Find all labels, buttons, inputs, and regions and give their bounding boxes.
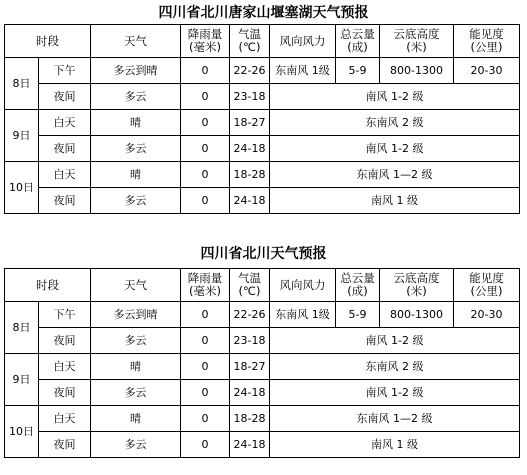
header-cloud-amount: 总云量 (成): [336, 25, 380, 58]
forecast-table-2: [4, 268, 520, 458]
day-cell: 10日: [5, 162, 39, 214]
wind-cell: 东南风 1级: [270, 302, 336, 328]
cloud-amount-cell: 5-9: [336, 302, 380, 328]
table-row: [5, 432, 520, 458]
table-row: [5, 84, 520, 110]
temp-cell: 22-26: [230, 302, 270, 328]
temp-cell: 18-28: [230, 162, 270, 188]
period-cell: 下午: [39, 302, 91, 328]
header-row: [5, 25, 520, 58]
weather-cell: 晴: [91, 162, 181, 188]
forecast-title-2: 四川省北川天气预报: [200, 246, 327, 262]
rain-cell: 0: [181, 406, 230, 432]
weather-cell: 多云: [91, 136, 181, 162]
table-row: [5, 406, 520, 432]
rain-cell: 0: [181, 432, 230, 458]
rain-cell: 0: [181, 84, 230, 110]
table-row: [5, 354, 520, 380]
table-row: [5, 110, 520, 136]
weather-cell: 多云: [91, 328, 181, 354]
wind-merged-cell: 东南风 2 级: [270, 354, 520, 380]
rain-cell: 0: [181, 110, 230, 136]
period-cell: 白天: [39, 162, 91, 188]
period-cell: 夜间: [39, 84, 91, 110]
header-period: 时段: [5, 269, 91, 302]
rain-cell: 0: [181, 162, 230, 188]
header-period: 时段: [5, 25, 91, 58]
day-cell: 8日: [5, 302, 39, 354]
wind-merged-cell: 南风 1-2 级: [270, 380, 520, 406]
rain-cell: 0: [181, 328, 230, 354]
table-row: [5, 58, 520, 84]
temp-cell: 24-18: [230, 380, 270, 406]
period-cell: 夜间: [39, 380, 91, 406]
temp-cell: 24-18: [230, 188, 270, 214]
cloud-height-cell: 800-1300: [380, 302, 454, 328]
table-row: [5, 188, 520, 214]
wind-merged-cell: 南风 1-2 级: [270, 136, 520, 162]
table-row: [5, 380, 520, 406]
visibility-cell: 20-30: [454, 58, 520, 84]
wind-merged-cell: 东南风 1—2 级: [270, 162, 520, 188]
header-visibility: 能见度 (公里): [454, 25, 520, 58]
rain-cell: 0: [181, 136, 230, 162]
wind-merged-cell: 东南风 2 级: [270, 110, 520, 136]
table-row: [5, 328, 520, 354]
wind-merged-cell: 南风 1 级: [270, 188, 520, 214]
weather-cell: 多云: [91, 380, 181, 406]
rain-cell: 0: [181, 380, 230, 406]
weather-cell: 晴: [91, 406, 181, 432]
visibility-cell: 20-30: [454, 302, 520, 328]
header-cloud-height: 云底高度 (米): [380, 269, 454, 302]
weather-cell: 多云: [91, 188, 181, 214]
weather-cell: 晴: [91, 354, 181, 380]
period-cell: 夜间: [39, 328, 91, 354]
weather-cell: 多云: [91, 84, 181, 110]
wind-merged-cell: 东南风 1—2 级: [270, 406, 520, 432]
period-cell: 夜间: [39, 136, 91, 162]
header-wind: 风向风力: [270, 25, 336, 58]
temp-cell: 23-18: [230, 84, 270, 110]
temp-cell: 18-28: [230, 406, 270, 432]
weather-cell: 多云到晴: [91, 302, 181, 328]
temp-cell: 24-18: [230, 136, 270, 162]
wind-merged-cell: 南风 1 级: [270, 432, 520, 458]
period-cell: 白天: [39, 406, 91, 432]
day-cell: 10日: [5, 406, 39, 458]
cloud-amount-cell: 5-9: [336, 58, 380, 84]
day-cell: 9日: [5, 110, 39, 162]
weather-cell: 晴: [91, 110, 181, 136]
day-cell: 9日: [5, 354, 39, 406]
header-rain: 降雨量 (毫米): [181, 25, 230, 58]
rain-cell: 0: [181, 354, 230, 380]
header-cloud-height: 云底高度 (米): [380, 25, 454, 58]
header-row: [5, 269, 520, 302]
temp-cell: 23-18: [230, 328, 270, 354]
day-cell: 8日: [5, 58, 39, 110]
cloud-height-cell: 800-1300: [380, 58, 454, 84]
forecast-title-1: 四川省北川唐家山堰塞湖天气预报: [158, 5, 369, 21]
temp-cell: 18-27: [230, 110, 270, 136]
wind-merged-cell: 南风 1-2 级: [270, 84, 520, 110]
header-rain: 降雨量 (毫米): [181, 269, 230, 302]
rain-cell: 0: [181, 302, 230, 328]
period-cell: 夜间: [39, 432, 91, 458]
wind-merged-cell: 南风 1-2 级: [270, 328, 520, 354]
header-temp: 气温 (℃): [230, 25, 270, 58]
temp-cell: 24-18: [230, 432, 270, 458]
period-cell: 白天: [39, 110, 91, 136]
period-cell: 夜间: [39, 188, 91, 214]
header-cloud-amount: 总云量 (成): [336, 269, 380, 302]
table-row: [5, 162, 520, 188]
header-weather: 天气: [91, 269, 181, 302]
weather-cell: 多云: [91, 432, 181, 458]
header-visibility: 能见度 (公里): [454, 269, 520, 302]
header-wind: 风向风力: [270, 269, 336, 302]
period-cell: 下午: [39, 58, 91, 84]
rain-cell: 0: [181, 58, 230, 84]
header-temp: 气温 (℃): [230, 269, 270, 302]
weather-cell: 多云到晴: [91, 58, 181, 84]
header-weather: 天气: [91, 25, 181, 58]
rain-cell: 0: [181, 188, 230, 214]
table-row: [5, 136, 520, 162]
wind-cell: 东南风 1级: [270, 58, 336, 84]
forecast-table-1: [4, 24, 520, 214]
period-cell: 白天: [39, 354, 91, 380]
table-row: [5, 302, 520, 328]
temp-cell: 22-26: [230, 58, 270, 84]
temp-cell: 18-27: [230, 354, 270, 380]
